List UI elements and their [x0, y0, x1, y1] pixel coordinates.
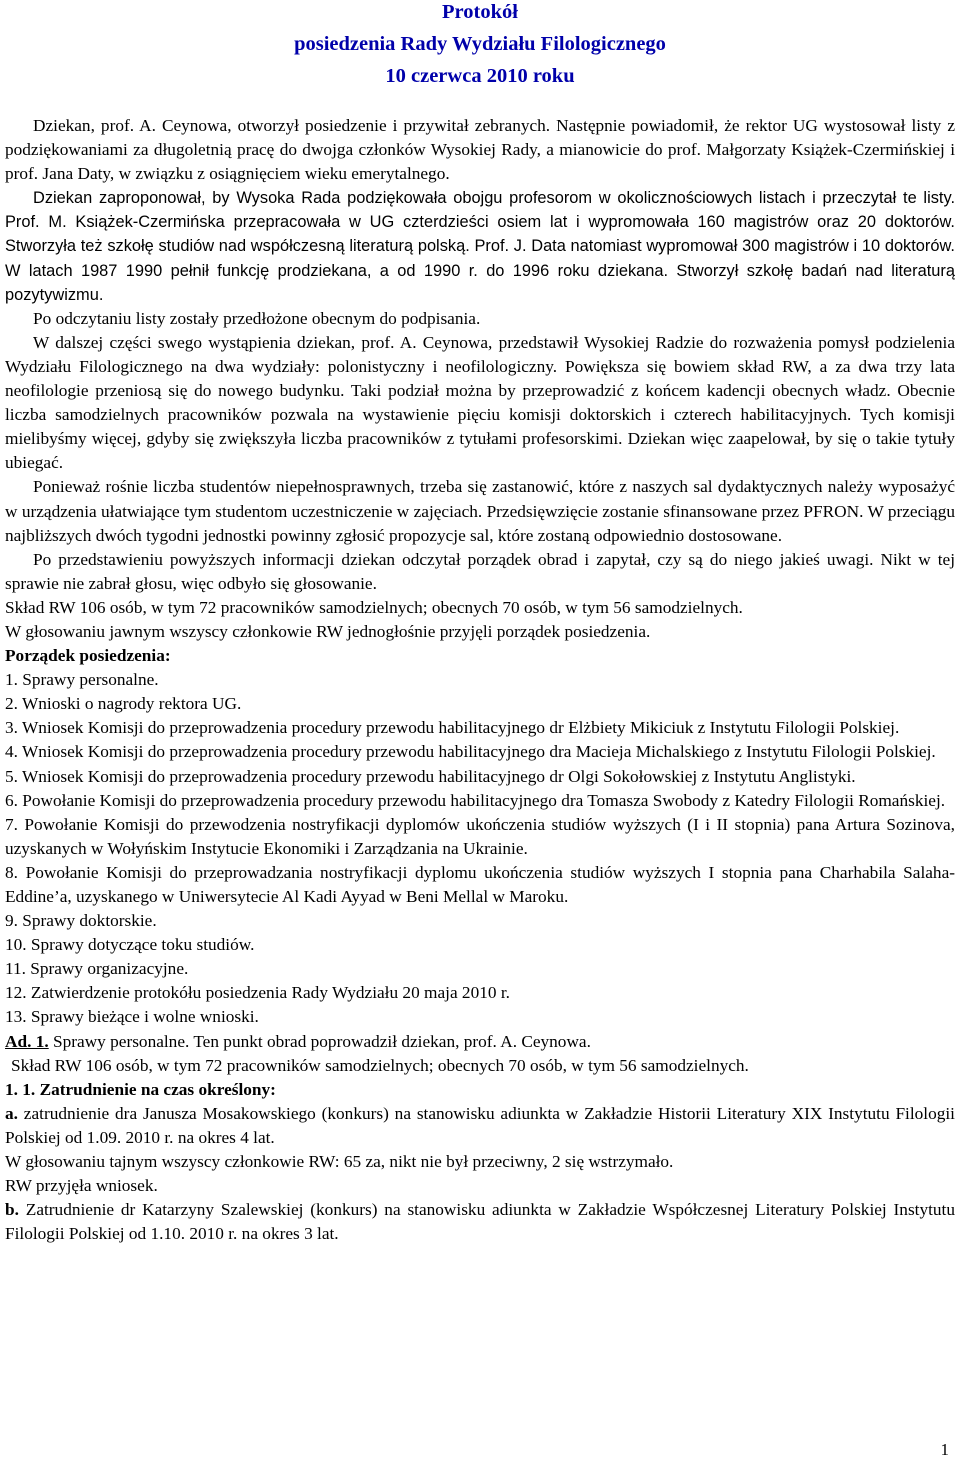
ad1-item-a: [5, 1102, 955, 1150]
paragraph-council-composition: Skład RW 106 osób, w tym 72 pracowników samodzielnych; obecnych 70 osób, w tym 56 samodzielnych.: [5, 597, 743, 617]
ad1-item-b-label: b.: [5, 1200, 19, 1220]
agenda-item: 3. Wniosek Komisji do przeprowadzenia procedury przewodu habilitacyjnego dr Elżbiety Mikiciuk z Instytutu Filologii Polskiej.: [5, 718, 900, 738]
agenda-item: 11. Sprawy organizacyjne.: [5, 959, 189, 979]
agenda-item: 6. Powołanie Komisji do przeprowadzenia procedury przewodu habilitacyjnego dra Tomasza Swobody z Katedry Filologii Romańskiej.: [5, 790, 946, 810]
ad1-label: Ad. 1.: [5, 1031, 49, 1051]
agenda-item: 1. Sprawy personalne.: [5, 670, 159, 690]
document-title: [5, 0, 955, 92]
page-number: 1: [940, 1440, 949, 1459]
ad1-section-heading: 1. 1. Zatrudnienie na czas określony:: [5, 1079, 276, 1099]
ad1-text: Sprawy personalne. Ten punkt obrad poprowadził dziekan, prof. A. Ceynowa.: [48, 1031, 591, 1051]
agenda-item: 7. Powołanie Komisji do przewodzenia nostryfikacji dyplomów ukończenia studiów wyższych (I i II stopnia) pana Artura Sozinova, uzyskanych w Wołyńskim Instytucie Ekonomiki i Zarządzania na Ukrainie.: [5, 814, 955, 858]
agenda-item: 5. Wniosek Komisji do przeprowadzenia procedury przewodu habilitacyjnego dr Olgi Sokołowskiej z Instytutu Anglistyki.: [5, 766, 856, 786]
title-line-1: Protokół: [442, 1, 518, 23]
ad1-line: [5, 1030, 955, 1054]
agenda-item: 8. Powołanie Komisji do przeprowadzania nostryfikacji dyplomu ukończenia studiów wyższych I stopnia pana Charhabila Salaha-Eddine’a, uzyskanego w Uniwersytecie Al Kadi Ayyad w Beni Mellal w Maroku.: [5, 862, 955, 906]
agenda-heading: Porządek posiedzenia:: [5, 646, 171, 666]
agenda-item: 13. Sprawy bieżące i wolne wnioski.: [5, 1007, 259, 1027]
document-page: [5, 0, 955, 1464]
paragraph-thanks: Dziekan zaproponował, by Wysoka Rada podziękowała obojgu profesorom w okolicznościowych listach i przeczytał te listy. Prof. M. Książek-Czermińska przepracowała w UG czterdzieści osiem lat i wypromowała 160 magistrów oraz 20 doktorów. Stworzyła też szkołę studiów nad współczesną literaturą polską. Prof. J. Data natomiast wypromował 300 magistrów i 10 doktorów. W latach 1987 1990 pełnił funkcję prodziekana, a od 1990 r. do 1996 roku dziekana. Stworzył szkołę badań nad literaturą pozytywizmu.: [5, 189, 955, 304]
ad1-composition: Skład RW 106 osób, w tym 72 pracowników samodzielnych; obecnych 70 osób, w tym 56 samodzielnych.: [11, 1055, 749, 1075]
paragraph-opening: Dziekan, prof. A. Ceynowa, otworzył posiedzenie i przywitał zebranych. Następnie powiadomił, że rektor UG wystosował listy z podziękowaniami za długoletnią pracę do dwojga członków Wysokiej Rady, a mianowicie do prof. Małgorzaty Książek-Czermińskiej i prof. Jana Daty, w związku z osiągnięciem wieku emerytalnego.: [5, 116, 955, 184]
agenda-item: 2. Wnioski o nagrody rektora UG.: [5, 694, 242, 714]
paragraph-agenda-vote: Po przedstawieniu powyższych informacji dziekan odczytał porządek obrad i zapytał, czy są do niego jakieś uwagi. Nikt w tej sprawie nie zabrał głosu, więc odbyło się głosowanie.: [5, 549, 955, 593]
paragraph-pfron: Ponieważ rośnie liczba studentów niepełnosprawnych, trzeba się zastanowić, które z naszych sal dydaktycznych należy wyposażyć w urządzenia ułatwiające tym studentom uczestniczenie w zajęciach. Przedsięwzięcie zostanie sfinansowane przez PFRON. W przeciągu najbliższych dwóch tygodni jednostki powinny zgłosić propozycje sal, które zostaną odpowiednio dostosowane.: [5, 477, 955, 545]
ad1-item-b-text: Zatrudnienie dr Katarzyny Szalewskiej (konkurs) na stanowisku adiunkta w Zakładzie Współczesnej Literatury Polskiej Instytutu Filologii Polskiej od 1.10. 2010 r. na okres 3 lat.: [5, 1200, 955, 1244]
document-body: [5, 114, 955, 1246]
paragraph-signing: Po odczytaniu listy zostały przedłożone obecnym do podpisania.: [33, 308, 481, 328]
agenda-list: [5, 668, 955, 1029]
ad1-item-a-vote: W głosowaniu tajnym wszyscy członkowie RW: 65 za, nikt nie był przeciwny, 2 się wstrzymało.: [5, 1152, 674, 1172]
agenda-item: 12. Zatwierdzenie protokółu posiedzenia Rady Wydziału 20 maja 2010 r.: [5, 983, 510, 1003]
title-line-2: posiedzenia Rady Wydziału Filologicznego: [294, 33, 666, 55]
ad1-item-b: [5, 1198, 955, 1246]
agenda-item: 4. Wniosek Komisji do przeprowadzenia procedury przewodu habilitacyjnego dra Macieja Michalskiego z Instytutu Filologii Polskiej.: [5, 742, 936, 762]
ad1-item-a-label: a.: [5, 1103, 18, 1123]
agenda-item: 9. Sprawy doktorskie.: [5, 911, 157, 931]
ad1-item-a-result: RW przyjęła wniosek.: [5, 1176, 158, 1196]
paragraph-agenda-accepted: W głosowaniu jawnym wszyscy członkowie RW jednogłośnie przyjęli porządek posiedzenia.: [5, 621, 651, 641]
agenda-item: 10. Sprawy dotyczące toku studiów.: [5, 935, 255, 955]
title-line-3: 10 czerwca 2010 roku: [385, 65, 575, 87]
paragraph-faculty-split: W dalszej części swego wystąpienia dziekan, prof. A. Ceynowa, przedstawił Wysokiej Radzie do rozważenia pomysł podzielenia Wydziału Filologicznego na dwa wydziały: polonistyczny i neofilologiczny. Powiększa się bowiem skład RW, a za dwa trzy lata neofilologie przeniosą się do nowego budynku. Taki podział można by przeprowadzić z końcem kadencji obecnych władz. Obecnie liczba samodzielnych pracowników pozwala na wystawienie pięciu komisji doktorskich i czterech habilitacyjnych. Tych komisji mielibyśmy więcej, gdyby się zwiększyła liczba pracowników z tytułami profesorskimi. Dziekan więc zaapelował, by się o takie tytuły ubiegać.: [5, 332, 955, 473]
ad1-item-a-text: zatrudnienie dra Janusza Mosakowskiego (konkurs) na stanowisku adiunkta w Zakładzie Historii Literatury XIX Instytutu Filologii Polskiej od 1.09. 2010 r. na okres 4 lat.: [5, 1103, 955, 1147]
